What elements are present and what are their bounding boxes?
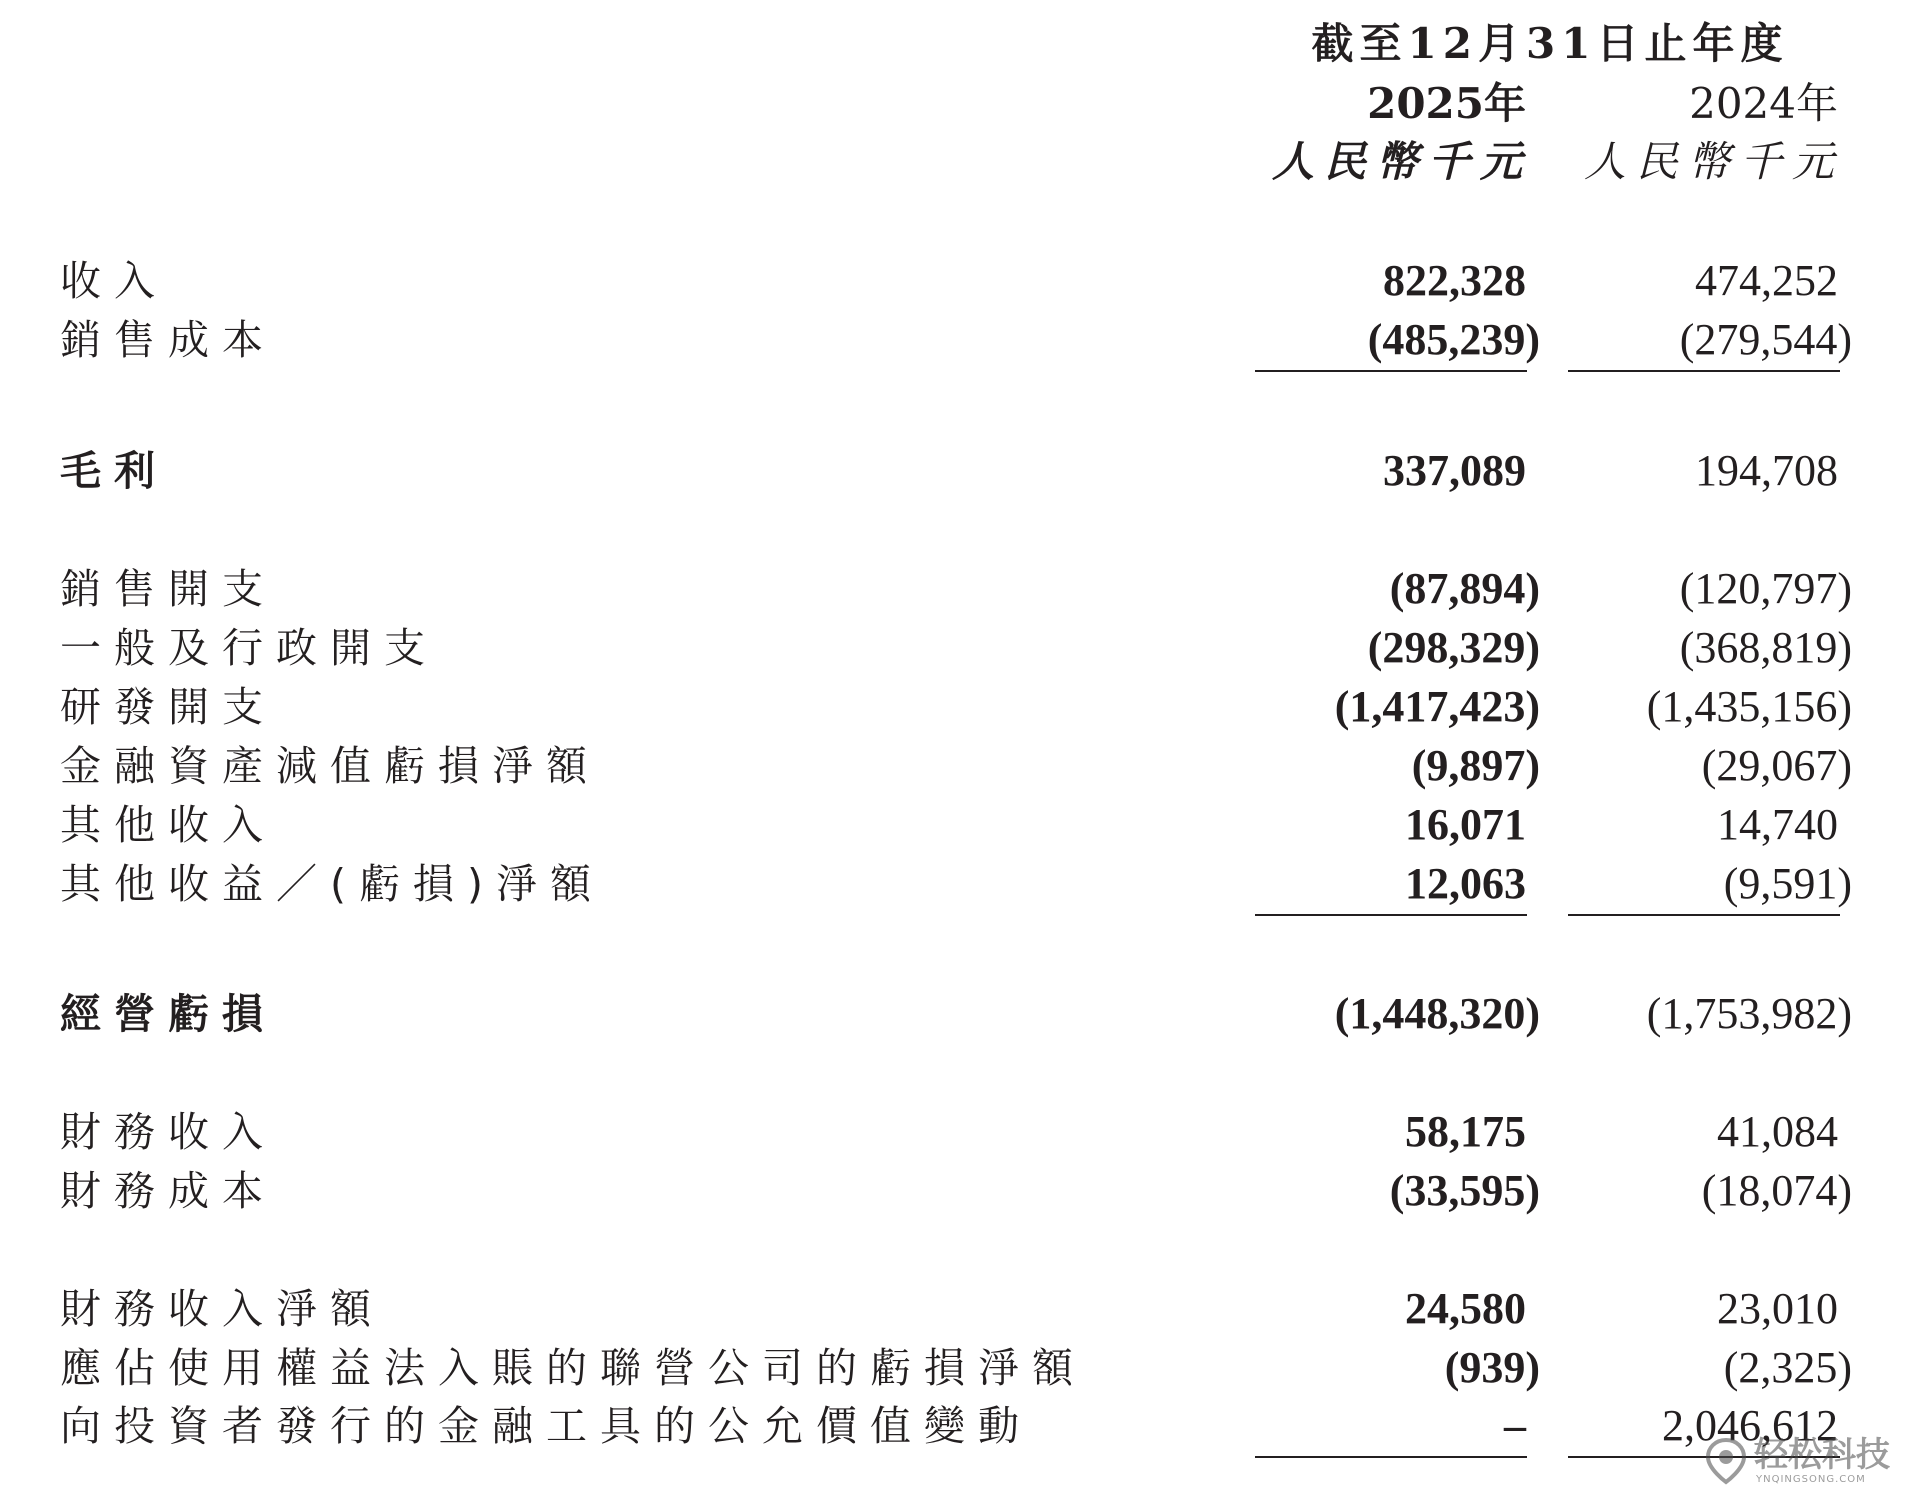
row-value-current: 12,063 [1405,859,1526,908]
row-value-prior: 474,252 [1695,256,1838,305]
statement-row-other-gains-losses [0,858,1912,910]
row-value-prior: (29,067) [1701,741,1852,790]
row-label: 經營虧損 [60,990,276,1038]
row-label: 其他收入 [60,801,276,849]
statement-row-share-of-associates-loss [0,1342,1912,1394]
statement-row-selling-expenses [0,563,1912,615]
subtotal-rule-current [1255,370,1527,372]
row-label: 銷售成本 [60,316,276,364]
statement-row-cost-of-sales [0,314,1912,366]
unit-prior-heading: 人民幣千元 [1583,137,1844,186]
row-value-prior: (120,797) [1679,564,1852,613]
row-value-prior: 2,046,612 [1662,1401,1838,1450]
subtotal-rule-current [1255,914,1527,916]
row-value-prior: (368,819) [1679,623,1852,672]
row-value-prior: (2,325) [1723,1343,1852,1392]
row-value-current: (939) [1444,1343,1540,1392]
row-label: 應佔使用權益法入賬的聯營公司的虧損淨額 [60,1344,1086,1392]
year-current-heading: 2025年 [1367,79,1526,128]
row-value-current: 16,071 [1405,800,1526,849]
row-value-current: – [1504,1401,1526,1450]
row-value-current: (33,595) [1389,1166,1540,1215]
watermark-subtext: YNQINGSONG.COM [1756,1474,1866,1485]
statement-row-net-finance-income [0,1283,1912,1335]
row-value-current: (1,448,320) [1334,989,1540,1038]
row-value-prior: 194,708 [1695,446,1838,495]
statement-row-gross-profit [0,445,1912,497]
statement-row-impairment [0,740,1912,792]
row-value-prior: (279,544) [1679,315,1852,364]
row-value-prior: 23,010 [1717,1284,1838,1333]
row-value-current: (1,417,423) [1334,682,1540,731]
row-value-current: (298,329) [1367,623,1540,672]
statement-row-other-income [0,799,1912,851]
statement-row-operating-loss [0,988,1912,1040]
row-value-prior: (1,435,156) [1646,682,1852,731]
statement-row-rd-expenses [0,681,1912,733]
row-value-prior: (9,591) [1723,859,1852,908]
subtotal-rule-prior [1568,914,1840,916]
row-label: 其他收益／(虧損)淨額 [60,860,604,908]
row-label: 毛利 [60,447,168,495]
period-heading: 截至12月31日止年度 [1311,19,1789,68]
row-value-current: 58,175 [1405,1107,1526,1156]
row-label: 銷售開支 [60,565,276,613]
watermark-text: 轻松科技 [1754,1435,1890,1475]
row-value-prior: 41,084 [1717,1107,1838,1156]
row-value-current: 822,328 [1383,256,1526,305]
statement-row-revenue [0,255,1912,307]
row-label: 財務收入 [60,1108,276,1156]
subtotal-rule-prior [1568,370,1840,372]
statement-row-admin-expenses [0,622,1912,674]
statement-row-fair-value-change [0,1400,1912,1452]
row-label: 財務成本 [60,1167,276,1215]
subtotal-rule-current [1255,1456,1527,1458]
row-value-current: (9,897) [1411,741,1540,790]
row-label: 收入 [60,257,168,305]
row-label: 金融資產減值虧損淨額 [60,742,600,790]
watermark-logo [1702,1436,1902,1486]
unit-current-heading: 人民幣千元 [1271,137,1532,186]
row-value-current: 24,580 [1405,1284,1526,1333]
statement-row-finance-costs [0,1165,1912,1217]
row-value-prior: 14,740 [1717,800,1838,849]
row-value-prior: (1,753,982) [1646,989,1852,1038]
row-label: 一般及行政開支 [60,624,438,672]
row-label: 研發開支 [60,683,276,731]
year-prior-heading: 2024年 [1689,79,1838,128]
row-value-current: (485,239) [1367,315,1540,364]
statement-row-finance-income [0,1106,1912,1158]
row-label: 向投資者發行的金融工具的公允價值變動 [60,1402,1032,1450]
row-label: 財務收入淨額 [60,1285,384,1333]
row-value-current: 337,089 [1383,446,1526,495]
pin-icon [1702,1436,1750,1486]
row-value-prior: (18,074) [1701,1166,1852,1215]
row-value-current: (87,894) [1389,564,1540,613]
